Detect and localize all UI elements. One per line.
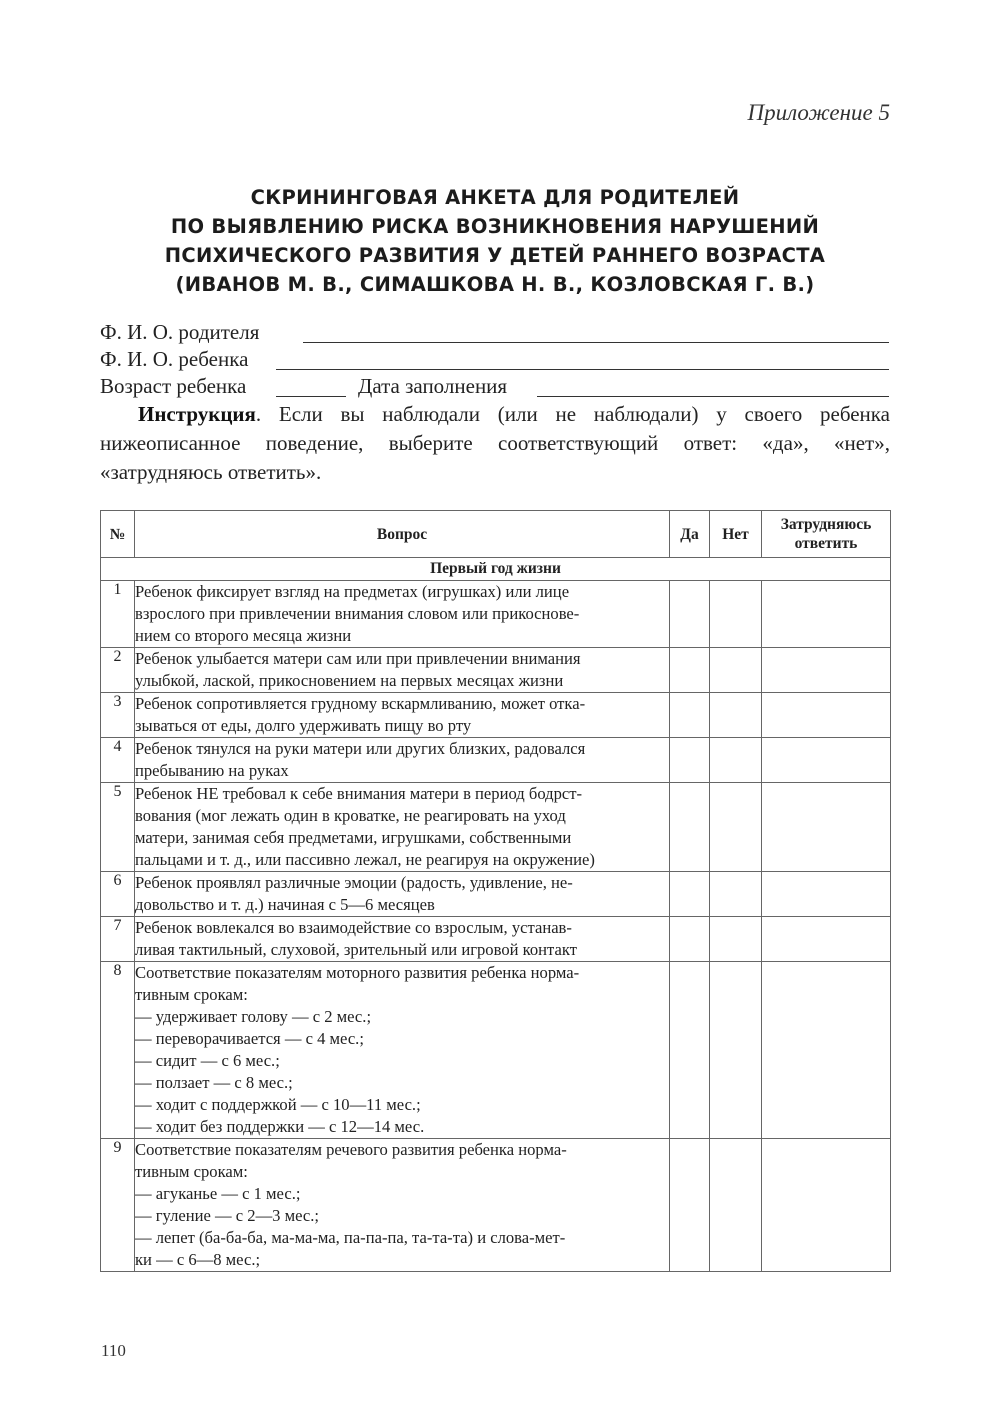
question-text-line: Ребенок НЕ требовал к себе внимания матери в период бодрст-: [135, 784, 583, 803]
question-text-line: Ребенок фиксирует взгляд на предметах (игрушках) или лице: [135, 582, 570, 601]
section-title: Первый год жизни: [101, 558, 891, 581]
question-text-line: взрослого при привлечении внимания словом или прикоснове-: [135, 604, 580, 623]
answer-hard-cell[interactable]: [762, 1139, 891, 1272]
answer-no-cell[interactable]: [710, 1139, 762, 1272]
answer-yes-cell[interactable]: [670, 872, 710, 917]
question-text: [135, 693, 670, 738]
question-text-line: матери, занимая себя предметами, игрушками, собственными: [135, 828, 572, 847]
question-number: 3: [101, 693, 135, 738]
title-line: ПСИХИЧЕСКОГО РАЗВИТИЯ У ДЕТЕЙ РАННЕГО ВОЗРАСТА: [164, 244, 826, 267]
answer-yes-cell[interactable]: [670, 1139, 710, 1272]
parent-name-blank[interactable]: [303, 342, 889, 343]
table-row: [101, 738, 891, 783]
question-text-line: Соответствие показателям моторного развития ребенка норма-: [135, 963, 580, 982]
question-text-line: улыбкой, лаской, прикосновением на первых месяцах жизни: [135, 671, 564, 690]
question-text-line: — лепет (ба-ба-ба, ма-ма-ма, па-па-па, та-та-та) и слова-мет-: [135, 1228, 566, 1247]
question-text-line: Ребенок вовлекался во взаимодействие со взрослым, устанав-: [135, 918, 572, 937]
question-text-line: — ходит без поддержки — с 12—14 мес.: [135, 1117, 425, 1136]
question-text-line: — удерживает голову — с 2 мес.;: [135, 1007, 372, 1026]
instruction-paragraph: [100, 400, 890, 487]
parent-name-label: Ф. И. О. родителя: [100, 320, 260, 344]
section-row: [101, 558, 891, 581]
child-name-blank[interactable]: [276, 369, 889, 370]
question-text-line: ливая тактильный, слуховой, зрительный или игровой контакт: [135, 940, 577, 959]
question-text-line: пальцами и т. д., или пассивно лежал, не реагируя на окружение): [135, 850, 595, 869]
question-number: 7: [101, 917, 135, 962]
answer-yes-cell[interactable]: [670, 738, 710, 783]
question-text: [135, 581, 670, 648]
instruction-text: . Если вы наблюдали (или не наблюдали) у своего ребенка нижеописанное поведение, выберите соответствующий ответ: «да», «нет», «затрудняюсь ответить».: [100, 402, 890, 484]
table-row: [101, 1139, 891, 1272]
page-number: 110: [101, 1341, 126, 1360]
answer-yes-cell[interactable]: [670, 962, 710, 1139]
header-no: Нет: [710, 511, 762, 558]
answer-hard-cell[interactable]: [762, 648, 891, 693]
question-text: [135, 1139, 670, 1272]
question-text-line: ки — с 6—8 мес.;: [135, 1250, 261, 1269]
question-text-line: — агуканье — с 1 мес.;: [135, 1184, 301, 1203]
question-text-line: нием со второго месяца жизни: [135, 626, 352, 645]
answer-hard-cell[interactable]: [762, 738, 891, 783]
question-text-line: Ребенок проявлял различные эмоции (радость, удивление, не-: [135, 873, 573, 892]
question-text: [135, 917, 670, 962]
question-number: 2: [101, 648, 135, 693]
questionnaire-table: [100, 510, 891, 1272]
answer-no-cell[interactable]: [710, 581, 762, 648]
question-text: [135, 783, 670, 872]
question-text-line: пребыванию на руках: [135, 761, 289, 780]
answer-yes-cell[interactable]: [670, 783, 710, 872]
question-text: [135, 962, 670, 1139]
title-line: СКРИНИНГОВАЯ АНКЕТА ДЛЯ РОДИТЕЛЕЙ: [250, 186, 740, 209]
header-question: Вопрос: [135, 511, 670, 558]
appendix-label: Приложение 5: [747, 100, 890, 125]
question-number: 4: [101, 738, 135, 783]
question-text: [135, 872, 670, 917]
question-text-line: Ребенок улыбается матери сам или при привлечении внимания: [135, 649, 581, 668]
question-text: [135, 648, 670, 693]
document-title: [100, 183, 890, 299]
table-row: [101, 917, 891, 962]
answer-no-cell[interactable]: [710, 872, 762, 917]
question-text-line: вования (мог лежать один в кроватке, не реагировать на уход: [135, 806, 566, 825]
table-row: [101, 648, 891, 693]
answer-no-cell[interactable]: [710, 738, 762, 783]
answer-hard-cell[interactable]: [762, 962, 891, 1139]
question-text-line: — ходит с поддержкой — с 10—11 мес.;: [135, 1095, 421, 1114]
table-row: [101, 693, 891, 738]
question-text-line: Соответствие показателям речевого развития ребенка норма-: [135, 1140, 567, 1159]
title-line: ПО ВЫЯВЛЕНИЮ РИСКА ВОЗНИКНОВЕНИЯ НАРУШЕНИЙ: [170, 215, 820, 238]
question-number: 5: [101, 783, 135, 872]
question-text-line: — гуление — с 2—3 мес.;: [135, 1206, 320, 1225]
question-text-line: тивным срокам:: [135, 1162, 248, 1181]
header-hard-line1: Затрудняюсь: [780, 516, 872, 533]
header-yes: Да: [670, 511, 710, 558]
header-num: №: [101, 511, 135, 558]
question-text-line: довольство и т. д.) начиная с 5—6 месяцев: [135, 895, 435, 914]
child-name-label: Ф. И. О. ребенка: [100, 347, 249, 371]
question-text-line: Ребенок тянулся на руки матери или других близких, радовался: [135, 739, 586, 758]
question-number: 6: [101, 872, 135, 917]
table-row: [101, 581, 891, 648]
child-age-label: Возраст ребенка: [100, 374, 247, 398]
answer-no-cell[interactable]: [710, 693, 762, 738]
answer-yes-cell[interactable]: [670, 581, 710, 648]
answer-no-cell[interactable]: [710, 962, 762, 1139]
question-text-line: — переворачивается — с 4 мес.;: [135, 1029, 364, 1048]
table-row: [101, 783, 891, 872]
question-text-line: зываться от еды, долго удерживать пищу во рту: [135, 716, 472, 735]
child-age-blank[interactable]: [276, 396, 346, 397]
question-text-line: Ребенок сопротивляется грудному вскармливанию, может отка-: [135, 694, 586, 713]
answer-hard-cell[interactable]: [762, 872, 891, 917]
table-row: [101, 872, 891, 917]
answer-yes-cell[interactable]: [670, 648, 710, 693]
question-text-line: тивным срокам:: [135, 985, 248, 1004]
answer-hard-cell[interactable]: [762, 581, 891, 648]
instruction-heading: Инструкция: [138, 402, 256, 426]
question-text-line: — ползает — с 8 мес.;: [135, 1073, 293, 1092]
answer-no-cell[interactable]: [710, 648, 762, 693]
fill-date-blank[interactable]: [537, 396, 889, 397]
table-header-row: [101, 511, 891, 558]
answer-hard-cell[interactable]: [762, 783, 891, 872]
question-number: 1: [101, 581, 135, 648]
answer-hard-cell[interactable]: [762, 917, 891, 962]
question-rows: [101, 581, 891, 1272]
title-line: (ИВАНОВ М. В., СИМАШКОВА Н. В., КОЗЛОВСКАЯ Г. В.): [175, 273, 815, 296]
question-number: 8: [101, 962, 135, 1139]
question-number: 9: [101, 1139, 135, 1272]
answer-no-cell[interactable]: [710, 917, 762, 962]
header-hard-to-answer: [762, 511, 891, 558]
answer-hard-cell[interactable]: [762, 693, 891, 738]
answer-no-cell[interactable]: [710, 783, 762, 872]
question-text: [135, 738, 670, 783]
fill-date-label: Дата заполнения: [358, 374, 508, 398]
answer-yes-cell[interactable]: [670, 917, 710, 962]
header-hard-line2: ответить: [794, 535, 858, 552]
question-text-line: — сидит — с 6 мес.;: [135, 1051, 280, 1070]
table-row: [101, 962, 891, 1139]
answer-yes-cell[interactable]: [670, 693, 710, 738]
